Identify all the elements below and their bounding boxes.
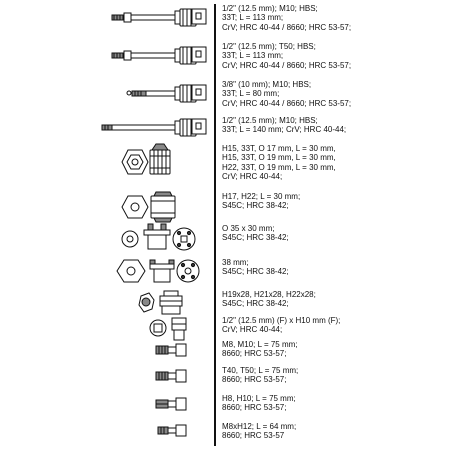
spec-line: M8, M10; L = 75 mm; [222,340,298,349]
spec-text-9 [222,290,446,309]
socket-bit-m10-80-drawing [96,80,210,120]
spec-line: O 35 x 30 mm; [222,224,275,233]
spec-line: 8660; HRC 53-57 [222,431,285,441]
spec-text-8 [222,258,446,277]
spec-line: 8660; HRC 53-57; [222,403,287,413]
spec-text-2 [222,42,446,70]
spec-text-11 [222,340,446,359]
spec-text-3 [222,80,446,108]
spec-line: CrV; HRC 40-44; [222,325,283,335]
spec-line: S45C; HRC 38-42; [222,299,289,309]
spec-line: M8xH12; L = 64 mm; [222,422,297,431]
socket-bit-t50-113-drawing [96,42,210,82]
spec-line: CrV; HRC 40-44 / 8660; HRC 53-57; [222,98,352,108]
spec-line: 1/2" (12.5 mm); M10; HBS; [222,4,318,13]
spec-line: 1/2" (12.5 mm) (F) x H10 mm (F); [222,316,341,325]
socket-bit-m10-113-drawing [96,4,210,44]
spec-line: 1/2" (12.5 mm); M10; HBS; [222,116,318,125]
spec-line: CrV; HRC 40-44 / 8660; HRC 53-57; [222,22,352,32]
spec-line: H22, 33T, O 19 mm, L = 30 mm, [222,162,336,172]
spec-line: H19x28, H21x28, H22x28; [222,290,316,299]
spec-text-10 [222,316,446,335]
spec-text-1 [222,4,446,32]
spline-bit-m8xh12-drawing [96,422,210,450]
spec-line: S45C; HRC 38-42; [222,233,289,243]
spec-line: 33T; L = 113 mm; [222,13,284,23]
spec-line: 3/8" (10 mm); M10; HBS; [222,80,312,89]
spec-line: CrV; HRC 40-44 / 8660; HRC 53-57; [222,60,352,70]
spec-line: 38 mm; [222,258,249,267]
spec-line: 33T; L = 80 mm; [222,89,280,99]
spec-line: H17, H22; L = 30 mm; [222,192,301,201]
spec-text-13 [222,394,446,413]
spec-text-7 [222,224,446,243]
spec-line: 8660; HRC 53-57; [222,349,287,359]
spec-line: S45C; HRC 38-42; [222,267,289,277]
spec-line: H8, H10; L = 75 mm; [222,394,296,403]
spec-line: 8660; HRC 53-57; [222,375,287,385]
column-divider [214,4,216,446]
spec-line: 33T; L = 113 mm; [222,51,284,61]
spec-line: S45C; HRC 38-42; [222,201,289,211]
spec-text-12 [222,366,446,385]
spec-line: H15, 33T, O 17 mm, L = 30 mm, [222,144,336,153]
spec-line: H15, 33T, O 19 mm, L = 30 mm, [222,153,336,163]
hex-spline-adapter-drawing [96,144,210,184]
spec-line: 1/2" (12.5 mm); T50; HBS; [222,42,316,51]
spec-text-14 [222,422,446,441]
spec-line: 33T; L = 140 mm; CrV; HRC 40-44; [222,125,347,135]
spec-text-4 [222,116,446,135]
spec-line: T40, T50; L = 75 mm; [222,366,299,375]
spec-text-5 [222,144,446,181]
spec-text-6 [222,192,446,211]
spec-line: CrV; HRC 40-44; [222,171,283,181]
